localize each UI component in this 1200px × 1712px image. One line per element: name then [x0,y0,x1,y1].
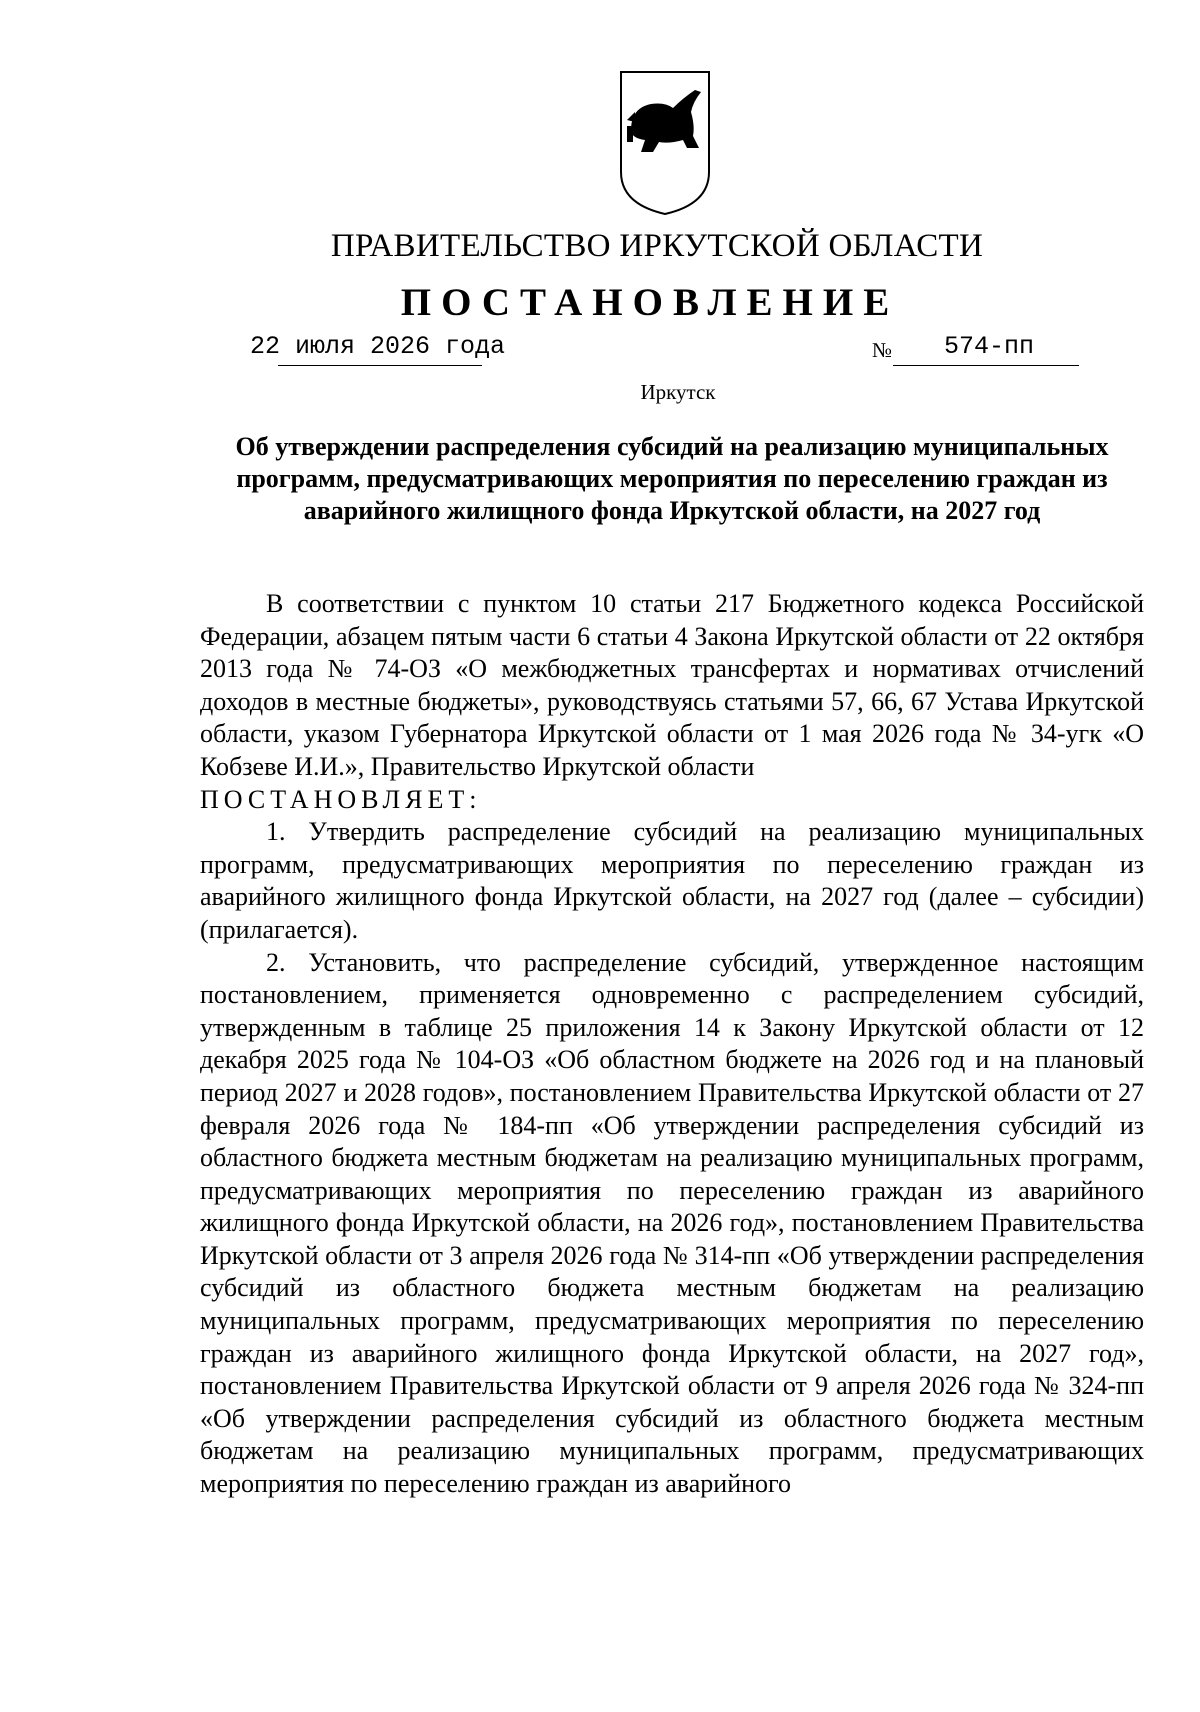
authority-name: ПРАВИТЕЛЬСТВО ИРКУТСКОЙ ОБЛАСТИ [330,228,984,264]
item-paragraph-1: 1. Утвердить распределение субсидий на реализацию муниципальных программ, предусматривающих мероприятия по переселению граждан из аварийного жилищного фонда Иркутской области, на 2027 год (далее – субсидии) (прилагается). [200,817,1144,944]
item-paragraph-2: 2. Установить, что распределение субсидий, утвержденное настоящим постановлением, применяется одновременно с распределением субсидий, утвержденным в таблице 25 приложения 14 к Закону Иркутской области от 12 декабря 2025 года № 104-ОЗ «Об областном бюджете на 2026 год и на плановый период 2027 и 2028 годов», постановлением Правительства Иркутской области от 27 февраля 2026 года № 184-пп «Об утверждении распределения субсидий из областного бюджета местным бюджетам на реализацию муниципальных программ, предусматривающих мероприятия по переселению граждан из аварийного жилищного фонда Иркутской области, на 2026 год», постановлением Правительства Иркутской области от 3 апреля 2026 года № 314-пп «Об утверждении распределения субсидий из областного бюджета местным бюджетам на реализацию муниципальных программ, предусматривающих мероприятия по переселению граждан из аварийного жилищного фонда Иркутской области, на 2027 год», постановлением Правительства Иркутской области от 9 апреля 2026 года № 324-пп «Об утверждении распределения субсидий из областного бюджета местным бюджетам на реализацию муниципальных программ, предусматривающих мероприятия по переселению граждан из аварийного [200,947,1144,1499]
document-heading: Об утверждении распределения субсидий на реализацию муниципальных программ, предусматривающих мероприятия по переселению граждан из аварийного жилищного фонда Иркутской области, на 2027 год [235,432,1109,525]
date-underline [278,365,482,366]
number-sign: № [872,338,893,362]
number-underline [893,365,1079,366]
document-type: ПОСТАНОВЛЕНИЕ [400,281,900,324]
document-body [200,588,1144,1501]
preamble-paragraph: В соответствии с пунктом 10 статьи 217 Бюджетного кодекса Российской Федерации, абзацем пятым части 6 статьи 4 Закона Иркутской области от 22 октября 2013 года № 74-ОЗ «О межбюджетных трансфертах и нормативах отчислений доходов в местные бюджеты», руководствуясь статьями 57, 66, 67 Устава Иркутской области, указом Губернатора Иркутской области от 1 мая 2026 года № 34-угк «О Кобзеве И.И.», Правительство Иркутской области [200,589,1144,781]
document-number: 574-пп [944,332,1035,361]
ruling-word: ПОСТАНОВЛЯЕТ: [200,784,482,814]
coat-of-arms-icon [617,68,713,218]
document-date: 22 июля 2026 года [250,332,506,361]
city: Иркутск [640,380,716,404]
